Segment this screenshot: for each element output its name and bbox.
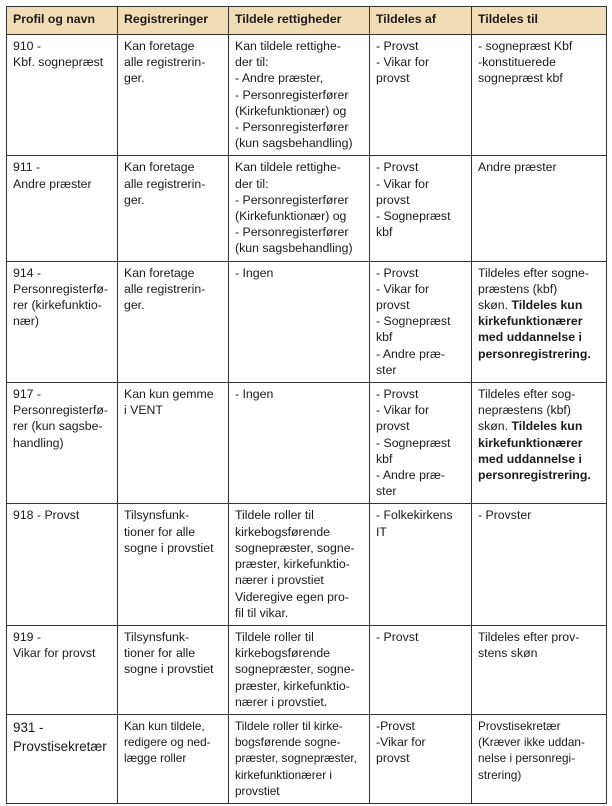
granted-by-cell: - Provst - Vikar for provst - Sognepræst kbf - Andre præ- ster xyxy=(370,261,472,382)
header-grant-rights: Tildele rettigheder xyxy=(229,7,370,35)
table-row xyxy=(7,156,607,261)
profile-cell: 919 - Vikar for provst xyxy=(7,625,118,714)
header-granted-to: Tildeles til xyxy=(472,7,607,35)
granted-to-text: Tildeles efter sogne- præstens (kbf) skøn. xyxy=(478,265,589,313)
granted-to-text: - sognepræst Kbf -konstituerede sognepræst kbf xyxy=(478,39,573,86)
granted-by-cell: - Folkekirkens IT xyxy=(370,504,472,625)
table-row xyxy=(7,35,607,156)
header-profile: Profil og navn xyxy=(7,7,118,35)
rights-table xyxy=(6,6,607,804)
registrations-cell: Tilsynsfunk- tioner for alle sogne i provstiet xyxy=(118,625,229,714)
registrations-cell: Kan kun gemme i VENT xyxy=(118,383,229,504)
grant-rights-cell: Tildele roller til kirke- bogsførende sogne- præster, sognepræster, kirkefunktionærer i provstiet xyxy=(229,714,370,803)
table-row xyxy=(7,504,607,625)
grant-rights-cell: - Ingen xyxy=(229,383,370,504)
granted-to-cell xyxy=(472,625,607,714)
granted-by-cell: - Provst - Vikar for provst - Sognepræst kbf - Andre præ- ster xyxy=(370,383,472,504)
header-granted-by: Tildeles af xyxy=(370,7,472,35)
registrations-cell: Kan foretage alle registrerin- ger. xyxy=(118,35,229,156)
header-row xyxy=(7,7,607,35)
profile-cell: 917 - Personregisterfø- rer (kun sagsbe- handling) xyxy=(7,383,118,504)
grant-rights-cell: Tildele roller til kirkebogsførende sognepræster, sogne- præster, kirkefunktio- nærer i provstiet Videregive egen pro- fil til vikar. xyxy=(229,504,370,625)
profile-cell: 918 - Provst xyxy=(7,504,118,625)
table-row xyxy=(7,714,607,803)
registrations-cell: Kan foretage alle registrerin- ger. xyxy=(118,156,229,261)
granted-by-cell: - Provst xyxy=(370,625,472,714)
granted-by-cell: - Provst - Vikar for provst - Sognepræst kbf xyxy=(370,156,472,261)
granted-to-cell xyxy=(472,383,607,504)
profile-cell: 914 - Personregisterfø- rer (kirkefunktio- nær) xyxy=(7,261,118,382)
table-row xyxy=(7,383,607,504)
granted-to-text: Tildeles efter prov- stens skøn xyxy=(478,629,580,661)
registrations-cell: Kan kun tildele, redigere og ned- lægge roller xyxy=(118,714,229,803)
granted-by-cell: -Provst -Vikar for provst xyxy=(370,714,472,803)
granted-to-text: - Provster xyxy=(478,508,532,523)
granted-to-cell xyxy=(472,714,607,803)
table-row xyxy=(7,625,607,714)
granted-to-bold-text: Tildeles kun kirkefunktionærer med uddannelse i personregistrering. xyxy=(478,419,591,483)
grant-rights-cell: Tildele roller til kirkebogsførende sognepræster, sogne- præster, kirkefunktio- nærer i provstiet. xyxy=(229,625,370,714)
registrations-cell: Tilsynsfunk- tioner for alle sogne i provstiet xyxy=(118,504,229,625)
granted-to-text: Provstisekretær (Kræver ikke uddan- nelse i personregi- strering) xyxy=(478,718,585,782)
granted-to-cell xyxy=(472,156,607,261)
granted-to-text: Andre præster xyxy=(478,160,557,175)
grant-rights-cell: Kan tildele rettighe- der til: - Andre præster, - Personregisterfører (Kirkefunktionær) og - Personregisterfører (kun sagsbehandling) xyxy=(229,35,370,156)
profile-cell: 911 - Andre præster xyxy=(7,156,118,261)
granted-to-cell xyxy=(472,35,607,156)
registrations-cell: Kan foretage alle registrerin- ger. xyxy=(118,261,229,382)
granted-to-cell xyxy=(472,261,607,382)
header-registrations: Registreringer xyxy=(118,7,229,35)
profile-cell: 910 - Kbf. sognepræst xyxy=(7,35,118,156)
grant-rights-cell: - Ingen xyxy=(229,261,370,382)
granted-to-text: Tildeles efter sog- nepræstens (kbf) skøn. xyxy=(478,387,576,434)
grant-rights-cell: Kan tildele rettighe- der til: - Personregisterfører (Kirkefunktionær) og - Personregisterfører (kun sagsbehandling) xyxy=(229,156,370,261)
granted-by-cell: - Provst - Vikar for provst xyxy=(370,35,472,156)
granted-to-cell xyxy=(472,504,607,625)
granted-to-bold-text: Tildeles kun kirkefunktionærer med uddannelse i personregistrering. xyxy=(478,298,591,361)
profile-cell: 931 - Provstisekretær xyxy=(7,714,118,803)
table-row xyxy=(7,261,607,382)
